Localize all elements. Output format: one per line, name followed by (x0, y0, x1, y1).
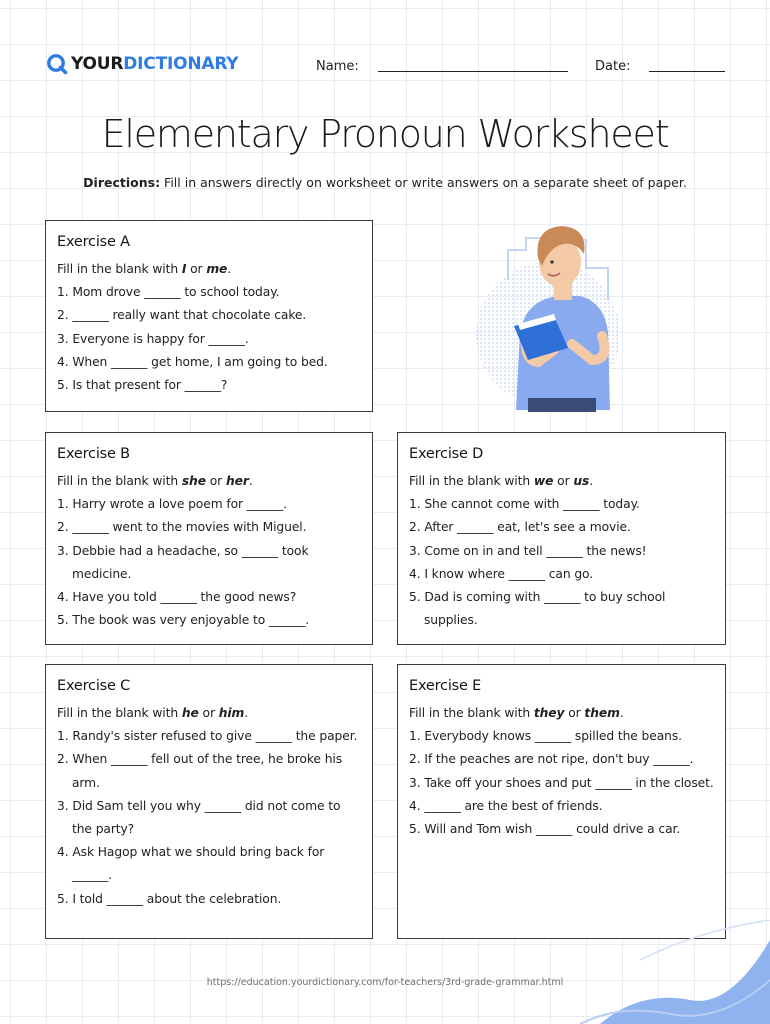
exercise-a-item-5: 5. Is that present for ______? (57, 378, 228, 393)
instruction-prefix: Fill in the blank with (409, 474, 534, 488)
exercise-c-item-5: 5. I told ______ about the celebration. (57, 891, 282, 906)
instruction-or: or (198, 706, 219, 720)
pronoun-option-1: she (181, 474, 206, 488)
exercise-d-item-4: 4. I know where ______ can go. (409, 566, 594, 581)
instruction-period: . (619, 706, 624, 720)
exercise-a-item-1: 1. Mom drove ______ to school today. (57, 285, 280, 300)
logo-text-dictionary: DICTIONARY (123, 54, 239, 74)
date-label: Date: (595, 59, 631, 74)
date-line[interactable] (649, 71, 725, 72)
exercise-b-item-3: 3. Debbie had a headache, so ______ took medicine. (57, 543, 309, 581)
exercise-e-item-1: 1. Everybody knows ______ spilled the beans. (409, 729, 682, 744)
exercise-c-item-3: 3. Did Sam tell you why ______ did not come to the party? (57, 798, 341, 837)
logo-text-your: YOUR (71, 54, 124, 74)
exercise-c-item-1: 1. Randy's sister refused to give ______ the paper. (57, 729, 358, 744)
instruction-period: . (227, 262, 232, 276)
pronoun-option-1: I (181, 262, 187, 276)
exercise-a-item-3: 3. Everyone is happy for ______. (57, 331, 249, 346)
exercise-c-item-2: 2. When ______ fell out of the tree, he broke his arm. (57, 752, 343, 790)
exercise-b-instruction (57, 470, 361, 493)
yourdictionary-logo (46, 53, 238, 75)
pronoun-option-2: us (573, 474, 590, 488)
instruction-period: . (244, 706, 249, 720)
exercise-e-instruction (409, 702, 714, 725)
instruction-or: or (553, 474, 574, 488)
instruction-period: . (248, 474, 253, 488)
pronoun-option-1: they (533, 706, 565, 720)
boy-reading-book-illustration (468, 210, 648, 415)
exercise-e-item-5: 5. Will and Tom wish ______ could drive a car. (409, 822, 681, 837)
exercise-a-box (45, 220, 373, 412)
exercise-d-box (397, 432, 726, 645)
exercise-b-box (45, 432, 373, 645)
exercise-b-item-4: 4. Have you told ______ the good news? (57, 590, 297, 605)
exercise-d-item-1: 1. She cannot come with ______ today. (409, 497, 640, 512)
exercise-b-title: Exercise B (57, 446, 130, 462)
pronoun-option-2: them (584, 706, 620, 720)
exercise-d-item-2: 2. After ______ eat, let's see a movie. (409, 520, 631, 535)
pronoun-option-2: him (218, 706, 245, 720)
page-title: Elementary Pronoun Worksheet (101, 112, 669, 156)
exercise-b-item-5: 5. The book was very enjoyable to ______. (57, 613, 310, 628)
exercise-e-item-2: 2. If the peaches are not ripe, don't buy ______. (409, 752, 694, 767)
name-line[interactable] (378, 71, 568, 72)
exercise-b-item-1: 1. Harry wrote a love poem for ______. (57, 497, 287, 512)
exercise-d-item-5: 5. Dad is coming with ______ to buy school supplies. (409, 590, 666, 628)
instruction-or: or (205, 474, 226, 488)
exercise-c-title: Exercise C (57, 678, 131, 694)
exercise-e-box (397, 664, 726, 939)
pronoun-option-2: her (225, 474, 249, 488)
instruction-or: or (186, 262, 207, 276)
instruction-prefix: Fill in the blank with (57, 262, 182, 276)
directions (0, 175, 770, 190)
exercise-a-instruction (57, 258, 361, 281)
pronoun-option-1: he (181, 706, 199, 720)
instruction-prefix: Fill in the blank with (57, 474, 182, 488)
exercise-d-instruction (409, 470, 714, 493)
exercise-c-box (45, 664, 373, 939)
directions-label: Directions: (83, 175, 161, 190)
pronoun-option-2: me (206, 262, 228, 276)
exercise-e-title: Exercise E (409, 678, 482, 694)
exercise-c-item-4: 4. Ask Hagop what we should bring back for ______. (57, 845, 325, 883)
footer-url[interactable]: https://education.yourdictionary.com/for-teachers/3rd-grade-grammar.html (206, 977, 564, 988)
instruction-prefix: Fill in the blank with (409, 706, 534, 720)
exercise-d-title: Exercise D (409, 446, 484, 462)
instruction-or: or (564, 706, 585, 720)
exercise-a-title: Exercise A (57, 234, 130, 250)
instruction-prefix: Fill in the blank with (57, 706, 182, 720)
exercise-e-item-3: 3. Take off your shoes and put ______ in the closet. (409, 775, 714, 790)
instruction-period: . (589, 474, 594, 488)
magnifier-logo-icon (46, 53, 68, 75)
exercise-d-item-3: 3. Come on in and tell ______ the news! (409, 543, 647, 558)
exercise-a-item-2: 2. ______ really want that chocolate cake. (57, 308, 307, 323)
directions-text: Fill in answers directly on worksheet or write answers on a separate sheet of paper. (160, 175, 687, 190)
exercise-b-item-2: 2. ______ went to the movies with Miguel. (57, 520, 307, 535)
exercise-e-item-4: 4. ______ are the best of friends. (409, 798, 603, 813)
name-label: Name: (316, 59, 359, 74)
decorative-corner-waves (580, 920, 770, 1024)
exercise-c-instruction (57, 702, 361, 725)
pronoun-option-1: we (533, 474, 554, 488)
exercise-a-item-4: 4. When ______ get home, I am going to bed. (57, 354, 328, 369)
